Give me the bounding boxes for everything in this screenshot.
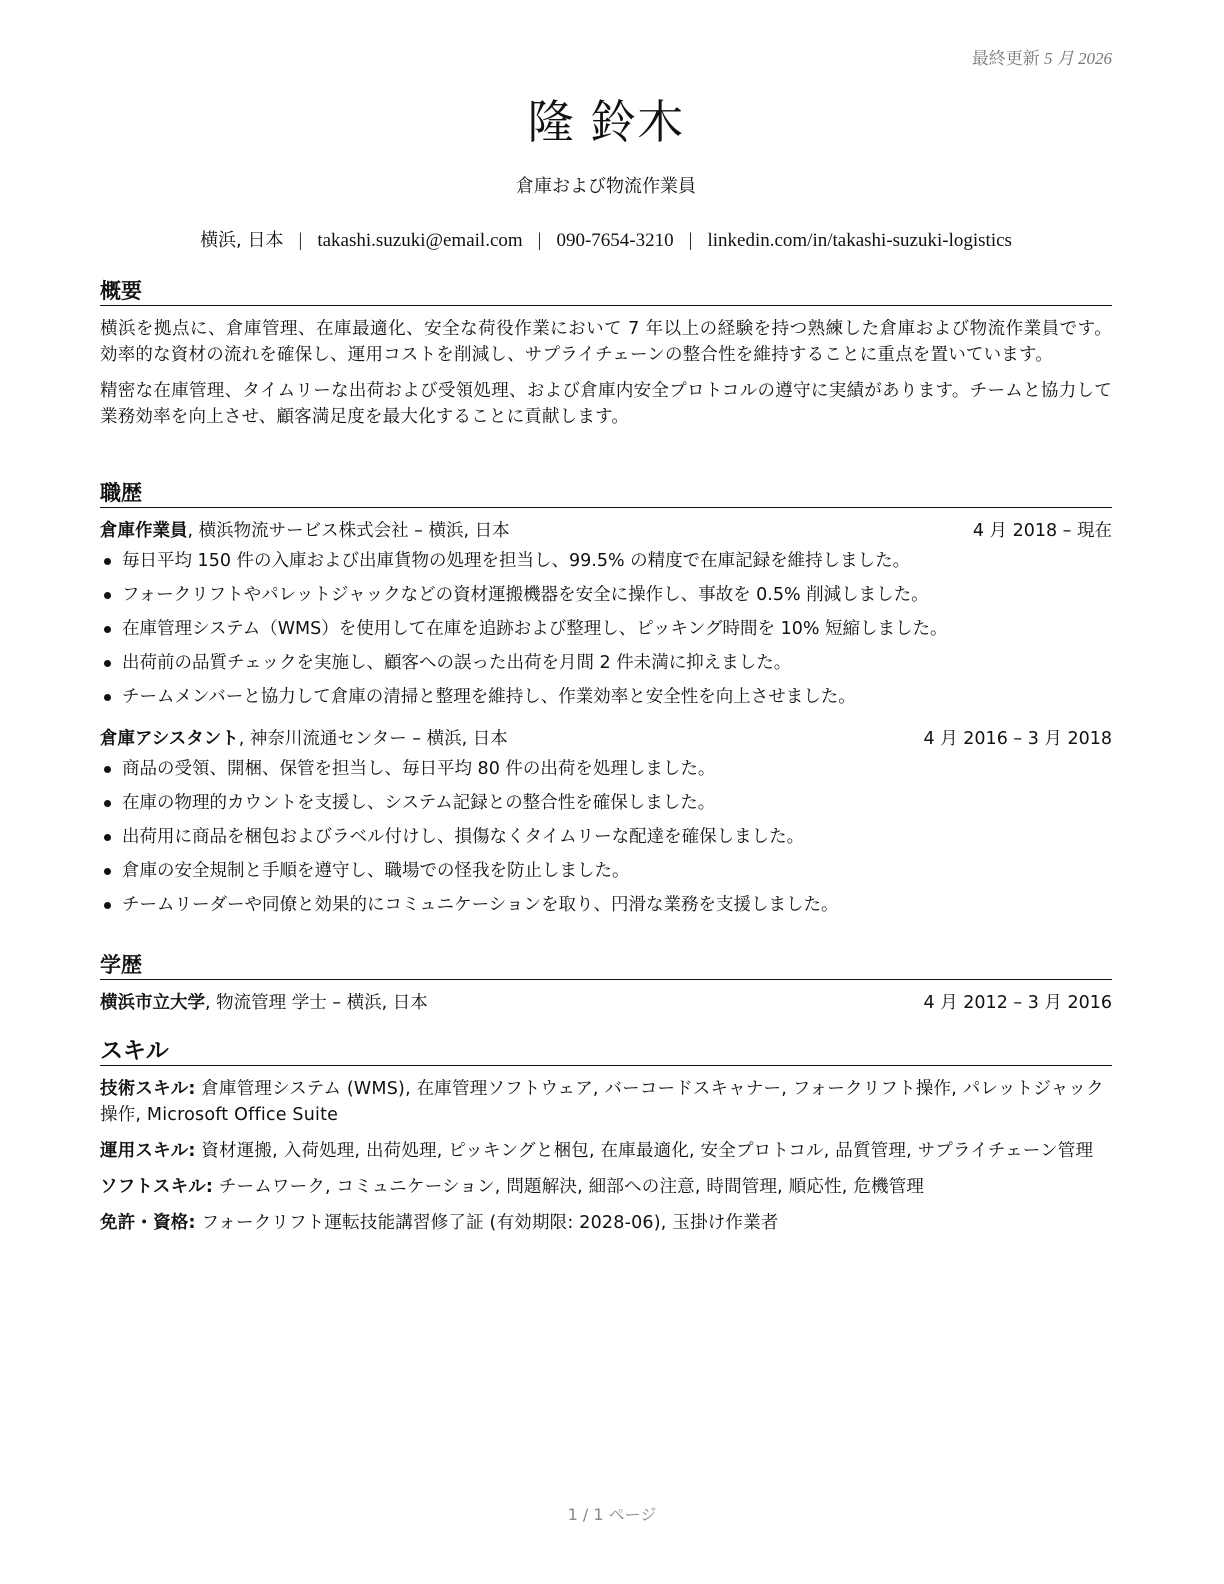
summary-paragraph: 横浜を拠点に、倉庫管理、在庫最適化、安全な荷役作業において 7 年以上の経験を持つ熟練した倉庫および物流作業員です。効率的な資材の流れを確保し、運用コストを削減し、サプライチェーンの整合性を維持することに重点を置いています。 <box>100 319 1112 365</box>
skill-label: 免許・資格: <box>100 1213 196 1233</box>
page-indicator: 1 / 1 ページ <box>567 1505 657 1524</box>
skill-label: ソフトスキル: <box>100 1177 214 1197</box>
job-dates: 4 月 2016 – 3 月 2018 <box>923 729 1112 749</box>
resume-page <box>100 0 1112 1584</box>
last-updated <box>972 44 1112 69</box>
job-bullet: 商品の受領、開梱、保管を担当し、毎日平均 80 件の出荷を処理しました。 <box>100 756 1112 782</box>
summary-title: 概要 <box>100 278 1112 306</box>
job-bullet: フォークリフトやパレットジャックなどの資材運搬機器を安全に操作し、事故を 0.5% 削減しました。 <box>100 582 1112 608</box>
experience-section <box>100 480 1112 926</box>
contact-separator: | <box>537 230 542 251</box>
experience-title: 職歴 <box>100 480 1112 508</box>
job-bullet: チームリーダーや同僚と効果的にコミュニケーションを取り、円滑な業務を支援しました。 <box>100 892 1112 918</box>
skill-line <box>100 1138 1112 1164</box>
job-company-location: , 神奈川流通センター – 横浜, 日本 <box>238 729 508 749</box>
job-bullet: 出荷前の品質チェックを実施し、顧客への誤った出荷を月間 2 件未満に抑えました。 <box>100 650 1112 676</box>
education-section <box>100 952 1112 1020</box>
contact-separator: | <box>298 230 303 251</box>
summary-section <box>100 278 1112 440</box>
contact-email-link[interactable]: takashi.suzuki@email.com <box>317 230 523 251</box>
skill-label: 運用スキル: <box>100 1141 196 1161</box>
contact-phone: 090-7654-3210 <box>556 230 674 251</box>
job-bullet: チームメンバーと協力して倉庫の清掃と整理を維持し、作業効率と安全性を向上させました。 <box>100 684 1112 710</box>
job-header <box>100 726 1112 752</box>
education-dates: 4 月 2012 – 3 月 2016 <box>923 993 1112 1013</box>
job-bullet: 在庫の物理的カウントを支援し、システム記録との整合性を確保しました。 <box>100 790 1112 816</box>
job-bullet: 在庫管理システム（WMS）を使用して在庫を追跡および整理し、ピッキング時間を 10% 短縮しました。 <box>100 616 1112 642</box>
skill-line <box>100 1174 1112 1200</box>
last-updated-label: 最終更新 <box>971 49 1040 68</box>
job-entry <box>100 518 1112 710</box>
job-entry <box>100 726 1112 918</box>
job-bullet: 毎日平均 150 件の入庫および出庫貨物の処理を担当し、99.5% の精度で在庫記録を維持しました。 <box>100 548 1112 574</box>
job-role: 倉庫作業員 <box>100 521 188 541</box>
job-company-location: , 横浜物流サービス株式会社 – 横浜, 日本 <box>187 521 510 541</box>
skill-value: 倉庫管理システム (WMS), 在庫管理ソフトウェア, バーコードスキャナー, フォークリフト操作, パレットジャック操作, Microsoft Office Suite <box>100 1079 1104 1125</box>
contact-linkedin-link[interactable]: linkedin.com/in/takashi-suzuki-logistics <box>707 230 1012 251</box>
job-bullet: 出荷用に商品を梱包およびラベル付けし、損傷なくタイムリーな配達を確保しました。 <box>100 824 1112 850</box>
skill-line <box>100 1076 1112 1128</box>
education-title: 学歴 <box>100 952 1112 980</box>
job-role: 倉庫アシスタント <box>100 729 239 749</box>
skill-value: チームワーク, コミュニケーション, 問題解決, 細部への注意, 時間管理, 順応性, 危機管理 <box>213 1177 925 1197</box>
job-dates: 4 月 2018 – 現在 <box>972 521 1112 541</box>
job-bullets <box>100 548 1112 710</box>
education-degree-location: , 物流管理 学士 – 横浜, 日本 <box>205 993 428 1013</box>
summary-paragraph: 精密な在庫管理、タイムリーな出荷および受領処理、および倉庫内安全プロトコルの遵守に実績があります。チームと協力して業務効率を向上させ、顧客満足度を最大化することに貢献します。 <box>100 381 1112 427</box>
education-school: 横浜市立大学 <box>100 993 205 1013</box>
skill-value: フォークリフト運転技能講習修了証 (有効期限: 2028-06), 玉掛け作業者 <box>195 1213 779 1233</box>
job-bullets <box>100 756 1112 918</box>
education-entry <box>100 990 1112 1016</box>
skills-section <box>100 1038 1112 1246</box>
contact-separator: | <box>688 230 693 251</box>
contact-location: 横浜, 日本 <box>200 230 284 251</box>
job-header <box>100 518 1112 544</box>
job-bullet: 倉庫の安全規制と手順を遵守し、職場での怪我を防止しました。 <box>100 858 1112 884</box>
last-updated-date: 5 月 2026 <box>1044 49 1112 68</box>
skill-label: 技術スキル: <box>100 1079 196 1099</box>
contact-line <box>100 226 1112 252</box>
job-headline: 倉庫および物流作業員 <box>516 176 696 197</box>
skill-line <box>100 1210 1112 1236</box>
skills-title: スキル <box>100 1038 1112 1066</box>
candidate-name: 隆 鈴木 <box>527 95 685 149</box>
skill-value: 資材運搬, 入荷処理, 出荷処理, ピッキングと梱包, 在庫最適化, 安全プロトコル, 品質管理, サプライチェーン管理 <box>195 1141 1094 1161</box>
